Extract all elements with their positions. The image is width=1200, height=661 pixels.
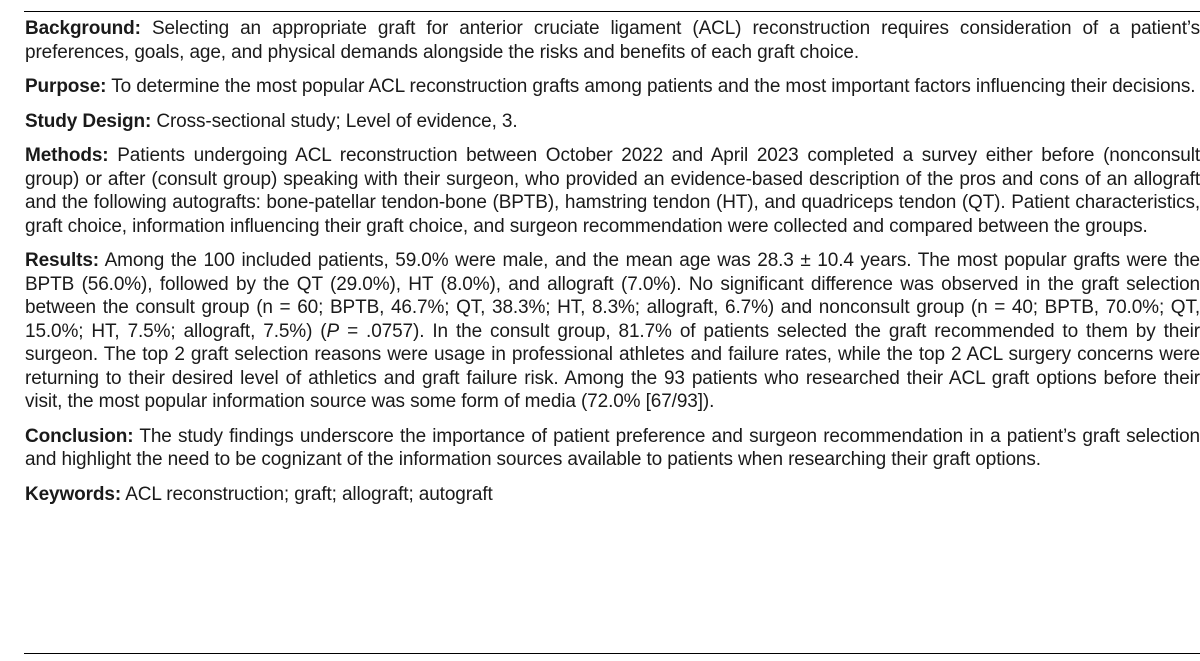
keywords-label: Keywords: (25, 483, 122, 505)
conclusion-paragraph (25, 425, 1200, 472)
results-label: Results: (25, 250, 100, 271)
methods-paragraph (25, 144, 1200, 238)
background-paragraph (25, 17, 1200, 64)
results-text-b: = .0757). In the consult group, 81.7% of patients selected the graft recommended to them by their surgeon. The top 2 graft selection reasons were usage in professional athletes and failure rates, while the top 2 ACL surgery concerns were returning to their desired level of athletics and graft failure risk. Among the 93 patients who researched their ACL graft options before their visit, the most popular information source was some form of media (72.0% [67/93]). (25, 320, 1200, 412)
purpose-text: To determine the most popular ACL reconstruction grafts among patients and the most important factors influencing their decisions. (111, 76, 1196, 97)
top-rule (24, 11, 1200, 12)
study-design-text: Cross-sectional study; Level of evidence, 3. (156, 110, 518, 132)
p-value-symbol: P (326, 320, 340, 342)
results-paragraph (25, 249, 1200, 414)
background-label: Background: (25, 18, 141, 39)
purpose-label: Purpose: (25, 76, 107, 97)
methods-label: Methods: (25, 145, 109, 166)
keywords-paragraph (25, 483, 1200, 507)
purpose-paragraph (25, 75, 1200, 99)
conclusion-label: Conclusion: (25, 425, 134, 447)
abstract (25, 17, 1200, 517)
background-text: Selecting an appropriate graft for anterior cruciate ligament (ACL) reconstruction requires consideration of a patient’s preferences, goals, age, and physical demands alongside the risks and benefits of each graft choice. (25, 18, 1200, 63)
study-design-paragraph (25, 110, 1200, 134)
bottom-rule (24, 653, 1200, 654)
keywords-text: ACL reconstruction; graft; allograft; autograft (125, 483, 493, 505)
results-text-a: Among the 100 included patients, 59.0% were male, and the mean age was 28.3 ± 10.4 years. The most popular grafts were the BPTB (56.0%), followed by the QT (29.0%), HT (8.0%), and allograft (7.0%). No significant difference was observed in the graft selection between the consult group (n = 60; BPTB, 46.7%; QT, 38.3%; HT, 8.3%; allograft, 6.7%) and nonconsult group (n = 40; BPTB, 70.0%; QT, 15.0%; HT, 7.5%; allograft, 7.5%) ( (25, 250, 1200, 342)
conclusion-text: The study findings underscore the importance of patient preference and surgeon recommendation in a patient’s graft selection and highlight the need to be cognizant of the information sources available to patients when researching their graft options. (25, 425, 1200, 470)
methods-text: Patients undergoing ACL reconstruction between October 2022 and April 2023 completed a survey either before (nonconsult group) or after (consult group) speaking with their surgeon, who provided an evidence-based description of the pros and cons of an allograft and the following autografts: bone-patellar tendon-bone (BPTB), hamstring tendon (HT), and quadriceps tendon (QT). Patient characteristics, graft choice, information influencing their graft choice, and surgeon recommendation were collected and compared between the groups. (25, 145, 1200, 237)
study-design-label: Study Design: (25, 110, 152, 132)
